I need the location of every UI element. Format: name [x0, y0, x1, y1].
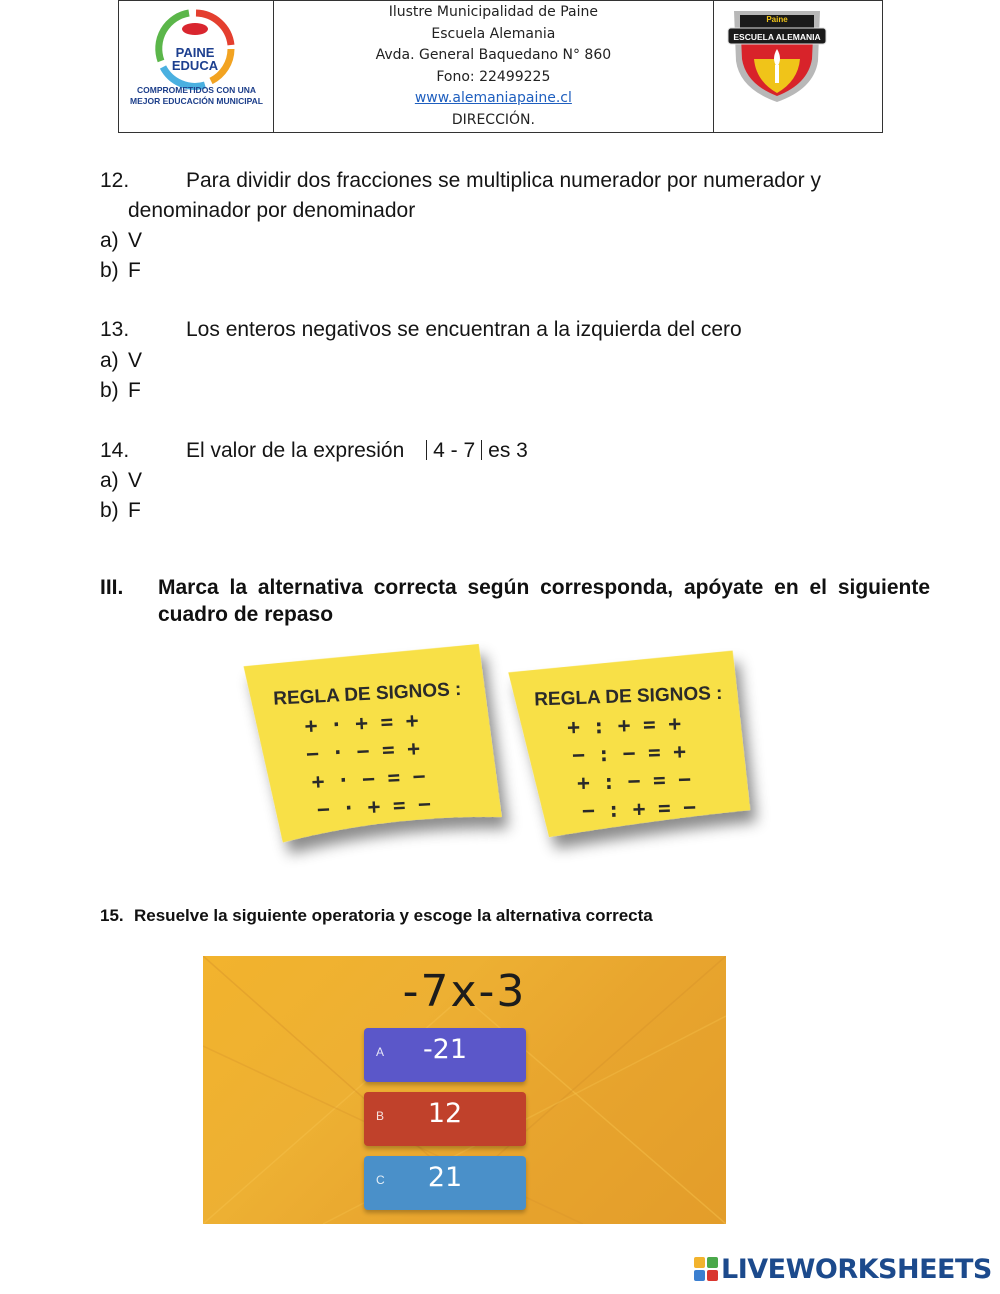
- quiz-option-letter: A: [376, 1045, 385, 1059]
- sign-rules-notes: [236, 638, 816, 868]
- note1-rule3: + · − = −: [311, 763, 426, 794]
- note2-rule4: − : + = −: [581, 794, 697, 823]
- question-text-line1: Para dividir dos fracciones se multiplica numerador por numerador y: [186, 169, 821, 192]
- school-shield: [714, 1, 882, 132]
- tagline-line2: MEJOR EDUCACIÓN MUNICIPAL: [129, 96, 263, 106]
- logo-tagline: [119, 85, 274, 107]
- quiz-option-b[interactable]: [364, 1092, 526, 1146]
- liveworksheets-brand: LIVEWORKSHEETS: [721, 1253, 992, 1285]
- option-label: F: [128, 379, 141, 402]
- question-text-post: es 3: [488, 439, 528, 462]
- section-iii-heading: [100, 574, 930, 628]
- tagline-line1: COMPROMETIDOS CON UNA: [137, 85, 256, 95]
- option-letter: a): [100, 349, 119, 372]
- question-number: 12.: [100, 169, 130, 192]
- question-14: [100, 436, 528, 466]
- quiz-option-letter: C: [376, 1173, 385, 1187]
- question-12-option-b[interactable]: [100, 256, 141, 286]
- liveworksheets-icon: [694, 1257, 718, 1281]
- info-line-school: Escuela Alemania: [431, 25, 556, 42]
- question-text-line2: denominador por denominador: [128, 199, 416, 222]
- shield-banner-text: ESCUELA ALEMANIA: [733, 32, 821, 42]
- note2-rule3: + : − = −: [576, 767, 692, 796]
- question-number: 13.: [100, 318, 130, 341]
- section-text: Marca la alternativa correcta según corresponda, apóyate en el siguiente cuadro de repaso: [158, 576, 930, 626]
- option-letter: b): [100, 259, 119, 282]
- quiz-option-value: 21: [427, 1162, 463, 1193]
- question-12-option-a[interactable]: [100, 226, 142, 256]
- quiz-option-letter: B: [376, 1109, 385, 1123]
- shield-emblem: [714, 1, 882, 132]
- website-link[interactable]: www.alemaniapaine.cl: [414, 90, 572, 106]
- logo-line1: PAINE: [175, 45, 215, 60]
- question-number: 15.: [100, 906, 124, 925]
- info-line-municipality: Ilustre Municipalidad de Paine: [388, 4, 598, 20]
- question-text: Resuelve la siguiente operatoria y escoge la alternativa correcta: [134, 906, 653, 925]
- question-number: 14.: [100, 439, 130, 462]
- question-14-option-a[interactable]: [100, 466, 142, 496]
- paine-educa-logo: [119, 1, 274, 132]
- shield-top-text: Paine: [766, 15, 788, 24]
- info-line-phone: Fono: 22499225: [436, 68, 551, 85]
- absolute-bar-right: [481, 440, 482, 460]
- note2-title: REGLA DE SIGNOS :: [533, 682, 723, 711]
- option-label: F: [128, 499, 141, 522]
- quiz-option-a[interactable]: [364, 1028, 526, 1082]
- info-line-department: DIRECCIÓN.: [451, 111, 535, 128]
- quiz-card: [203, 956, 726, 1224]
- question-text: Los enteros negativos se encuentran a la izquierda del cero: [186, 318, 742, 341]
- sticky-note-multiplication: [243, 643, 502, 844]
- quiz-expression: -7x-3: [402, 966, 527, 1017]
- section-roman: III.: [100, 576, 124, 599]
- absolute-bar-left: [426, 440, 427, 460]
- question-13-option-a[interactable]: [100, 346, 142, 376]
- option-label: V: [128, 469, 143, 492]
- liveworksheets-logo: [694, 1253, 992, 1285]
- option-letter: b): [100, 499, 119, 522]
- option-label: F: [128, 259, 141, 282]
- logo-line2: EDUCA: [171, 58, 219, 73]
- sticky-note-division: [508, 650, 751, 838]
- note1-rule2: − · − = +: [305, 736, 421, 767]
- question-text-pre: El valor de la expresión: [186, 439, 405, 462]
- quiz-option-c[interactable]: [364, 1156, 526, 1210]
- question-13-option-b[interactable]: [100, 376, 141, 406]
- question-15: [100, 905, 653, 927]
- question-14-option-b[interactable]: [100, 496, 141, 526]
- info-line-address: Avda. General Baquedano N° 860: [375, 47, 612, 63]
- note2-rule1: + : + = +: [566, 711, 682, 740]
- quiz-option-value: -21: [422, 1034, 468, 1065]
- note1-rule1: + · + = +: [304, 708, 420, 739]
- option-label: V: [128, 349, 143, 372]
- absolute-expression: 4 - 7: [433, 439, 476, 462]
- school-info: [274, 1, 714, 132]
- option-letter: a): [100, 469, 119, 492]
- option-letter: b): [100, 379, 119, 402]
- question-13: [100, 315, 742, 345]
- header-table: [118, 0, 883, 133]
- option-letter: a): [100, 229, 119, 252]
- quiz-option-value: 12: [427, 1098, 463, 1129]
- note1-title: REGLA DE SIGNOS :: [272, 678, 462, 710]
- question-12: [100, 166, 900, 226]
- note1-rule4: − · + = −: [316, 791, 432, 822]
- option-label: V: [128, 229, 143, 252]
- note2-rule2: − : − = +: [571, 739, 687, 768]
